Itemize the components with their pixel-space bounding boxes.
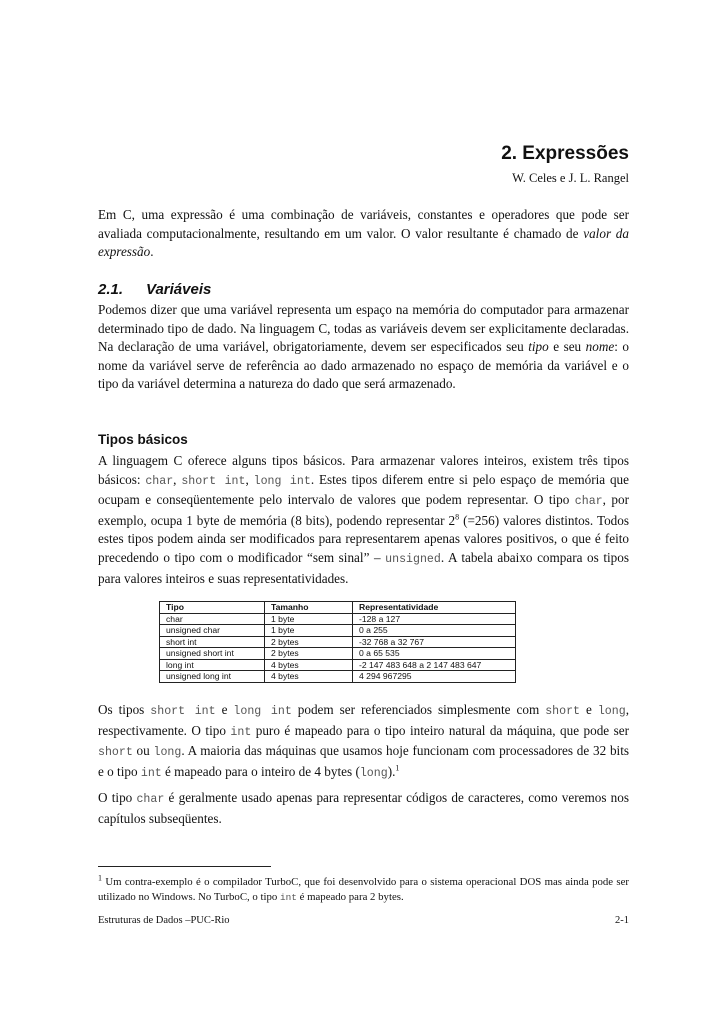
text: ou (132, 743, 154, 759)
table-cell: 0 a 65 535 (353, 648, 516, 660)
tipos-text: , (173, 471, 182, 487)
code-inline: char (136, 793, 165, 806)
table-cell: 4 bytes (265, 659, 353, 671)
code-inline: long (359, 766, 388, 780)
text: , respectivamente. O tipo (98, 702, 629, 738)
chapter-title: 2. Expressões (501, 143, 629, 164)
footnote (98, 875, 629, 905)
table-header-cell: Tipo (160, 602, 265, 614)
page-number: 2-1 (615, 915, 629, 926)
table-cell: char (160, 613, 265, 625)
footer-title: Estruturas de Dados –PUC-Rio (98, 915, 230, 926)
code-inline: short (98, 746, 133, 760)
table-cell: long int (160, 659, 265, 671)
table-row (160, 671, 516, 683)
table-cell: 1 byte (265, 613, 353, 625)
table-cell: 4 294 967295 (353, 671, 516, 683)
code-inline: long int (233, 705, 292, 718)
section-heading (98, 281, 211, 298)
table-cell: unsigned char (160, 625, 265, 637)
table-header-cell: Tamanho (265, 602, 353, 614)
table-cell: unsigned short int (160, 648, 265, 660)
table-cell: 2 bytes (265, 636, 353, 648)
superscript: 8 (455, 512, 460, 522)
table-row (160, 625, 516, 637)
table-header-cell: Representatividade (353, 602, 516, 614)
table-row (160, 613, 516, 625)
tipos-text: A linguagem C oferece alguns tipos básicos. Para armazenar valores inteiros, existem três tipos básicos: (98, 453, 629, 487)
intro-emphasis: valor da expressão (98, 225, 629, 260)
code-inline: char (145, 474, 174, 488)
table-cell: -128 a 127 (353, 613, 516, 625)
tipos-text: , por exemplo, ocupa 1 byte de memória (8 bits), podendo representar 2 (98, 492, 629, 528)
variaveis-text: Podemos dizer que uma variável representa um espaço na memória do computador para armazenar determinado tipo de dado. Na linguagem C, todas as variáveis devem ser explicitamente declaradas. Na declaração de uma variável, obrigatoriamente, devem ser especificados seu (98, 302, 629, 355)
table-row (160, 636, 516, 648)
code-inline: int (140, 766, 162, 780)
table-cell: 4 bytes (265, 671, 353, 683)
intro-text: Em C, uma expressão é uma combinação de variáveis, constantes e operadores que pode ser avaliada computacionalmente, resultando em um valor. O valor resultante é chamado de (98, 207, 629, 241)
footnote-reference: 1 (395, 763, 400, 773)
text: podem ser referenciados simplesmente com (291, 702, 546, 717)
variaveis-text: e seu (548, 339, 586, 355)
code-inline: long int (253, 474, 311, 488)
tipos-text: , (245, 471, 254, 487)
footnote-number: 1 (98, 873, 102, 883)
code-inline: int (280, 892, 297, 903)
text: e (580, 702, 598, 717)
code-inline: short (545, 705, 581, 718)
variaveis-emphasis-tipo: tipo (528, 339, 549, 355)
table-cell: 1 byte (265, 625, 353, 637)
variaveis-paragraph (98, 301, 629, 394)
char-paragraph (98, 789, 629, 828)
code-inline: short int (150, 705, 216, 718)
text: Os tipos (98, 702, 151, 717)
text: é geralmente usado apenas para representar códigos de caracteres, como veremos nos capítulos subseqüentes. (98, 790, 629, 826)
text: e (215, 702, 234, 717)
footnote-text: é mapeado para 2 bytes. (296, 891, 404, 903)
text: . A maioria das máquinas que usamos hoje funcionam com processadores de 32 bits e o tipo (98, 743, 629, 779)
integer-types-table (159, 601, 516, 683)
intro-paragraph (98, 206, 629, 262)
code-inline: short int (181, 474, 246, 488)
code-inline: unsigned (385, 552, 441, 566)
text: O tipo (98, 790, 137, 805)
table-cell: unsigned long int (160, 671, 265, 683)
table-cell: 0 a 255 (353, 625, 516, 637)
variaveis-emphasis-nome: nome (585, 339, 615, 355)
section-title: Variáveis (146, 281, 212, 298)
footnote-divider (98, 866, 271, 867)
table-cell: short int (160, 636, 265, 648)
table-row (160, 659, 516, 671)
tipos-text: . Estes tipos diferem entre si pelo espaço de memória que ocupam e conseqüentemente pelo intervalo de valores que podem representar. O tipo (98, 471, 630, 508)
table-cell: 2 bytes (265, 648, 353, 660)
code-inline: char (574, 495, 603, 509)
code-inline: long (597, 705, 626, 718)
intro-text-end: . (150, 244, 154, 260)
table-cell: -32 768 a 32 767 (353, 636, 516, 648)
footnote-text: Um contra-exemplo é o compilador TurboC, que foi desenvolvido para o sistema operacional DOS mas ainda pode ser utilizado no Windows. No TurboC, o tipo (98, 876, 629, 903)
text: ). (387, 763, 396, 779)
variaveis-text: : o nome da variável serve de referência ao dado armazenado no espaço de memória da variável e o tipo da variável determina a natureza do dado que será armazenado. (98, 339, 630, 392)
tipos-paragraph (98, 452, 629, 588)
after-table-paragraph (98, 701, 629, 783)
table-cell: -2 147 483 648 a 2 147 483 647 (353, 659, 516, 671)
table-header-row (160, 602, 516, 614)
table-row (160, 648, 516, 660)
code-inline: int (230, 725, 252, 739)
text: é mapeado para o inteiro de 4 bytes ( (161, 763, 360, 779)
text: puro é mapeado para o tipo inteiro natural da máquina, que pode ser (251, 722, 629, 738)
tipos-text: (=256) valores distintos. Todos estes tipos podem ainda ser modificados para representarem apenas valores positivos, o que é feito precedendo o tipo com o modificador “sem sinal” – (98, 512, 629, 565)
subsection-heading: Tipos básicos (98, 432, 188, 447)
code-inline: long (153, 746, 182, 760)
chapter-authors: W. Celes e J. L. Rangel (512, 171, 629, 185)
section-number: 2.1. (98, 281, 124, 298)
tipos-text: . A tabela abaixo compara os tipos para valores inteiros e suas representatividades. (98, 549, 629, 586)
